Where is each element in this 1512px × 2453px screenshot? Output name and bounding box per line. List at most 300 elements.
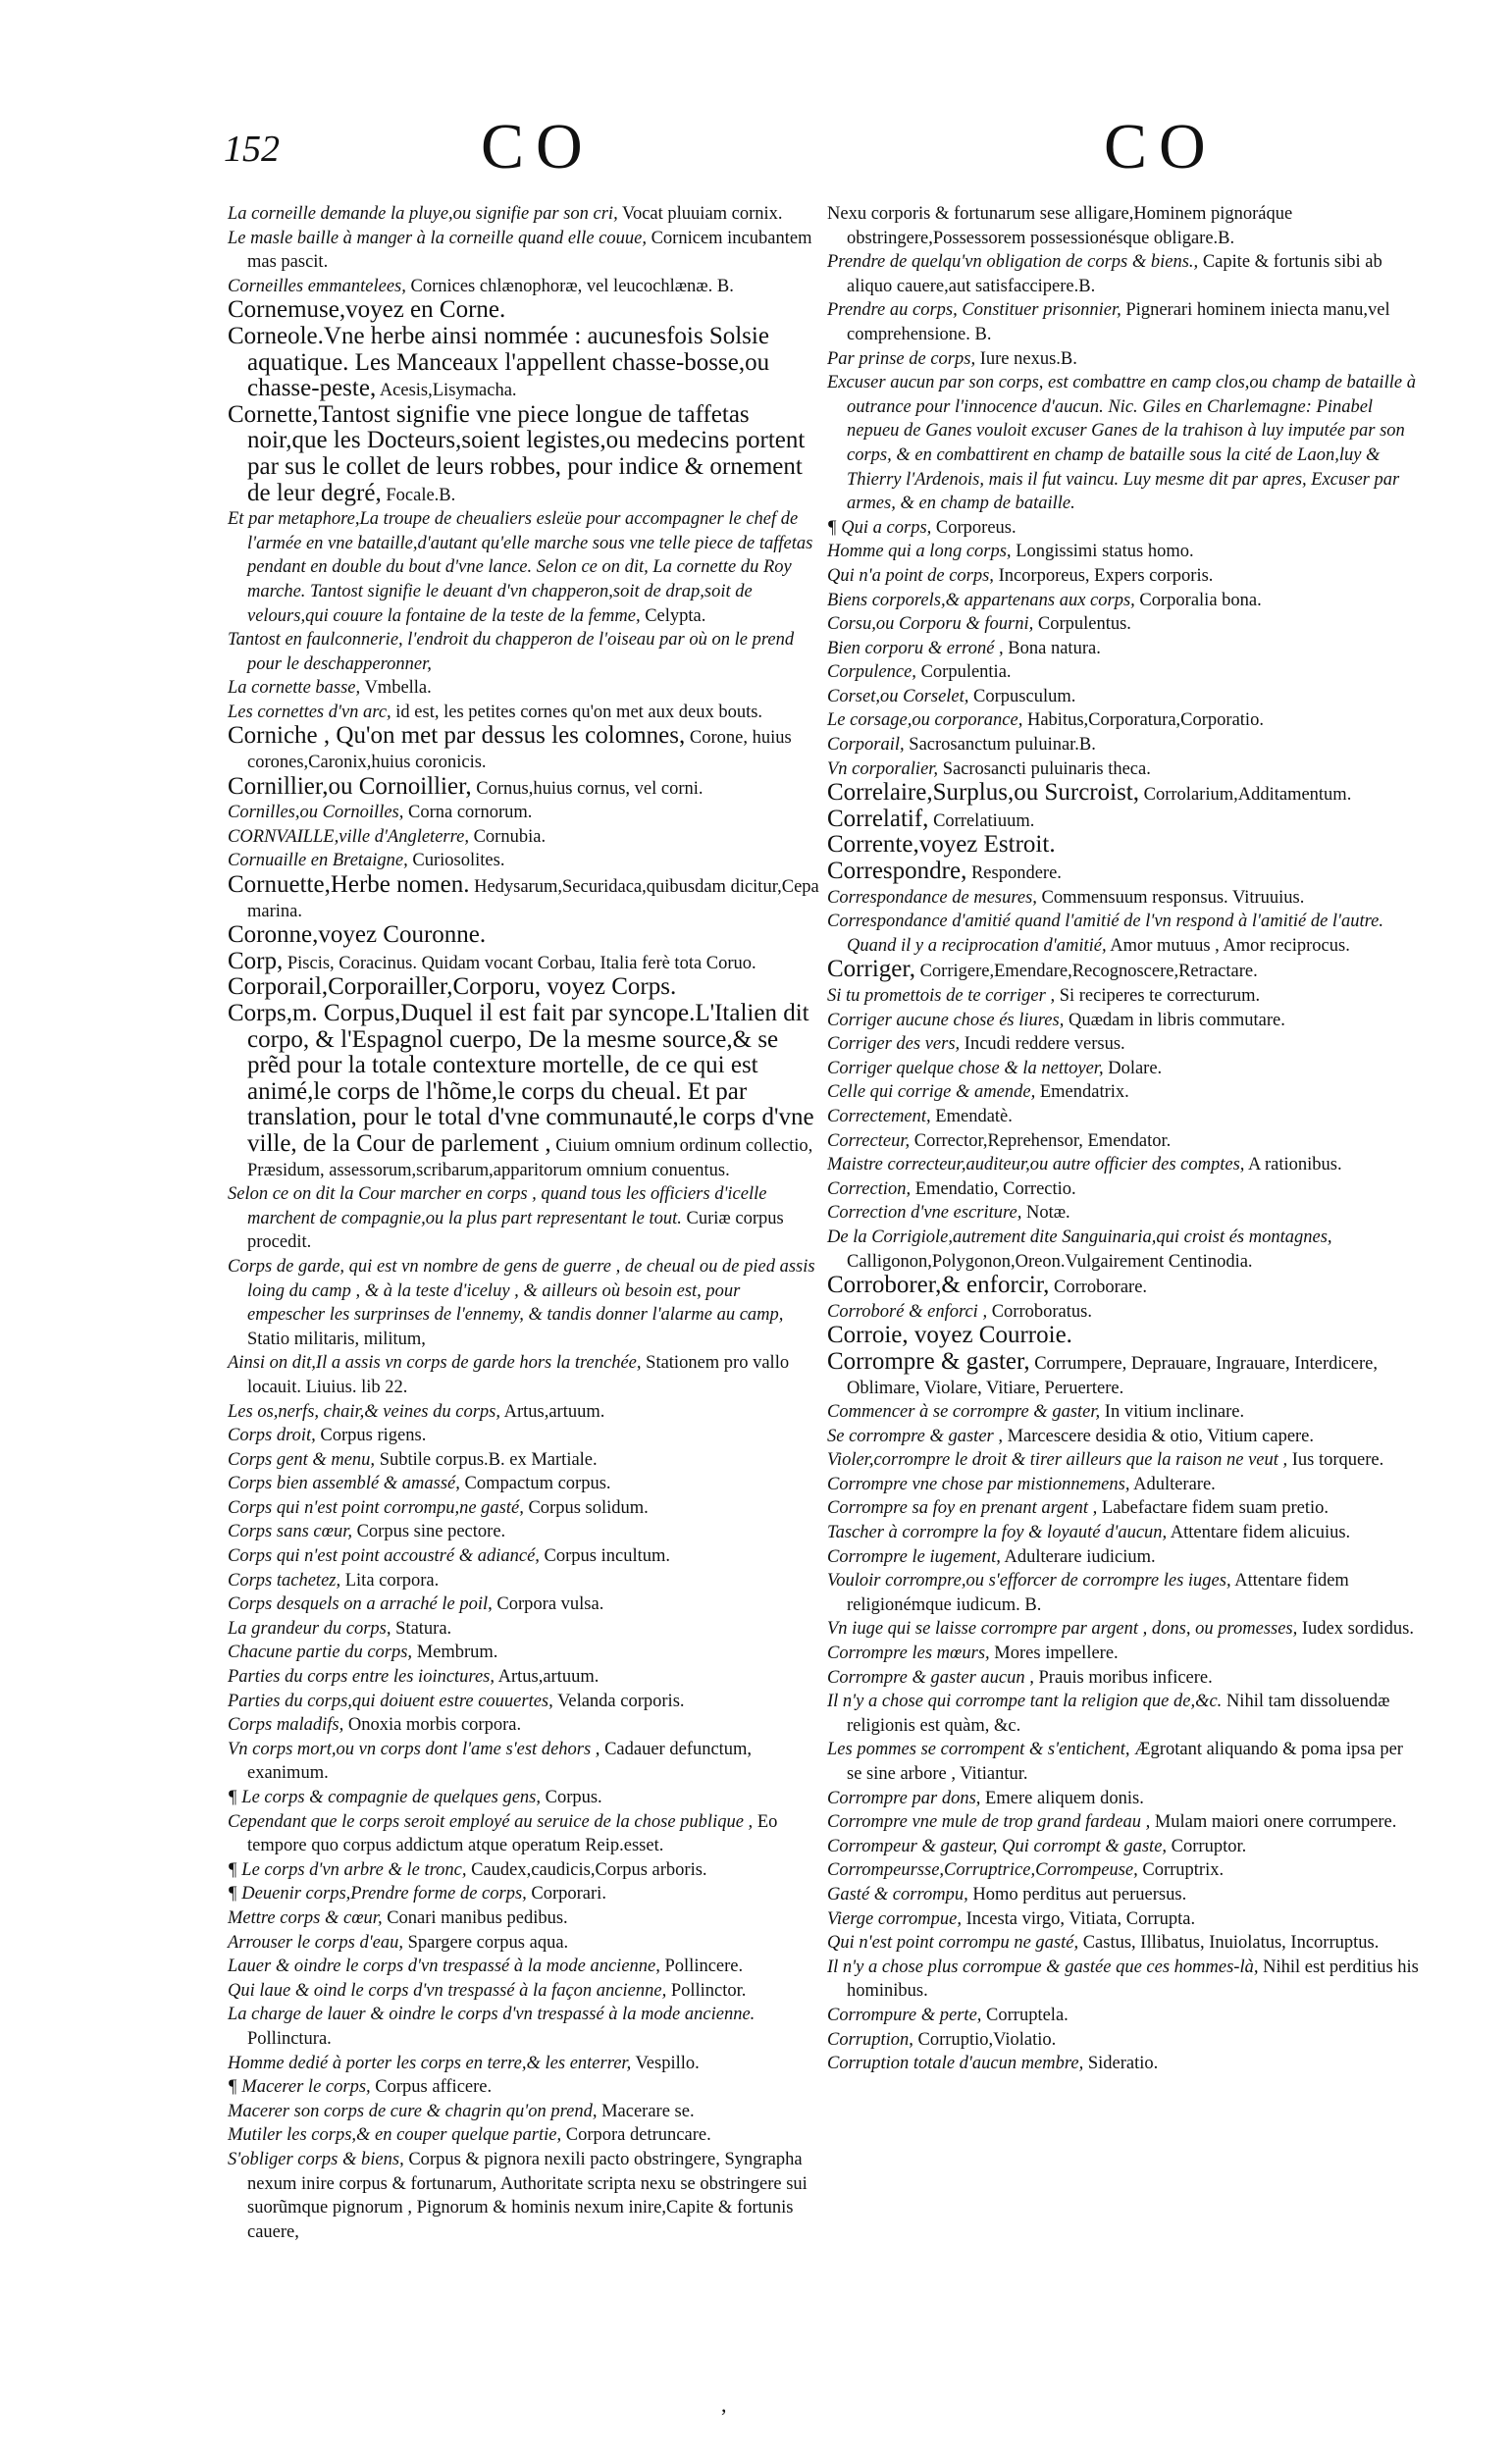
- entry-latin: Curiosolites.: [412, 851, 505, 871]
- dictionary-entry: [228, 1351, 820, 1399]
- entry-french: Cornuaille en Bretaigne,: [228, 851, 408, 871]
- entry-latin: Corone, huius corones,Caronix,huius coronicis.: [247, 728, 792, 773]
- dictionary-entry: [827, 1324, 1420, 1350]
- dictionary-entry: [827, 757, 1420, 782]
- entry-french: Corrompre & gaster aucun ,: [827, 1667, 1034, 1688]
- entry-french: Cornette,Tantost signifie vne piece longue de taffetas noir,que les Docteurs,soient legistes,ou medecins portent par sus le collet de leurs robbes, pour indice & ornement de leur degré,: [228, 400, 806, 506]
- entry-latin: Capite & fortunis sibi ab aliquo cauere,aut satisfaccipere.B.: [847, 252, 1382, 296]
- entry-latin: Castus, Illibatus, Inuiolatus, Incorruptus.: [1082, 1933, 1380, 1954]
- entry-french: Ainsi on dit,Il a assis vn corps de garde hors la trenchée,: [228, 1353, 642, 1374]
- entry-latin: Conari manibus pedibus.: [387, 1907, 568, 1928]
- dictionary-entry: [228, 1400, 820, 1425]
- entry-latin: Corporeus.: [935, 517, 1017, 538]
- entry-french: Correspondance de mesures,: [827, 887, 1037, 908]
- entry-latin: Cadauer defunctum, exanimum.: [247, 1739, 753, 1784]
- entry-latin: Incorporeus, Expers corporis.: [998, 565, 1214, 586]
- dictionary-entry: [228, 975, 820, 1002]
- dictionary-entry: [228, 1520, 820, 1544]
- entry-french: Maistre correcteur,auditeur,ou autre officier des comptes,: [827, 1155, 1245, 1175]
- entry-latin: Adulterare.: [1133, 1474, 1216, 1494]
- entry-french: Cependant que le corps seroit employé au seruice de la chose publique ,: [228, 1811, 754, 1832]
- entry-latin: Emendatio, Correctio.: [914, 1178, 1076, 1199]
- entry-french: Correspondance d'amitié quand l'amitié de l'vn respond à l'amitié de l'autre. Quand il y a reciprocation d'amitié,: [827, 912, 1383, 956]
- entry-french: Corps droit,: [228, 1426, 316, 1446]
- dictionary-entry: [228, 1931, 820, 1956]
- entry-latin: Prauis moribus inficere.: [1038, 1667, 1213, 1688]
- entry-french: Corriger,: [827, 956, 915, 983]
- entry-latin: Vespillo.: [635, 2053, 700, 2073]
- dictionary-entry: [827, 637, 1420, 661]
- entry-latin: Statura.: [395, 1618, 452, 1639]
- entry-french: ¶ Le corps d'vn arbre & le tronc,: [228, 1859, 467, 1880]
- entry-french: CORNVAILLE,ville d'Angleterre,: [228, 826, 469, 847]
- dictionary-entry: [827, 1425, 1420, 1449]
- entry-french: Vouloir corrompre,ou s'efforcer de corrompre les iuges,: [827, 1571, 1231, 1592]
- page-header: [0, 110, 1512, 188]
- left-column: [228, 202, 820, 2244]
- entry-french: ¶ Le corps & compagnie de quelques gens,: [228, 1788, 541, 1807]
- dictionary-entry: [228, 873, 820, 923]
- entry-latin: Nihil tam dissoluendæ religionis est quàm, &c.: [847, 1692, 1390, 1736]
- dictionary-entry: [228, 1738, 820, 1786]
- entry-latin: Attentare fidem alicuius.: [1170, 1523, 1351, 1543]
- dictionary-entry: [827, 250, 1420, 298]
- dictionary-entry: [827, 1177, 1420, 1202]
- entry-french: Corporail,: [827, 735, 905, 756]
- dictionary-entry: [228, 1592, 820, 1617]
- entry-latin: Homo perditus aut peruersus.: [972, 1884, 1187, 1905]
- dictionary-entry: [827, 564, 1420, 589]
- dictionary-entry: [827, 781, 1420, 808]
- entry-french: Les os,nerfs, chair,& veines du corps,: [228, 1401, 500, 1422]
- entry-latin: Onoxia morbis corpora.: [347, 1715, 522, 1736]
- entry-french: Chacune partie du corps,: [228, 1643, 413, 1663]
- dictionary-entry: [827, 1300, 1420, 1325]
- entry-latin: Sacrosancti puluinaris theca.: [942, 758, 1151, 779]
- entry-french: Parties du corps,qui doiuent estre couuertes,: [228, 1691, 553, 1711]
- entry-latin: Iudex sordidus.: [1301, 1619, 1414, 1640]
- entry-french: Correction d'vne escriture,: [827, 1203, 1022, 1224]
- entry-french: Prendre au corps, Constituer prisonnier,: [827, 300, 1121, 321]
- entry-french: ¶ Macerer le corps,: [228, 2077, 371, 2098]
- dictionary-entry: [228, 1448, 820, 1473]
- dictionary-entry: [228, 1690, 820, 1714]
- entry-latin: Corpora detruncare.: [565, 2125, 711, 2146]
- entry-latin: Focale.B.: [386, 485, 456, 505]
- entry-french: Corneilles emmantelees,: [228, 276, 406, 296]
- entry-latin: Commensuum responsus. Vitruuius.: [1041, 887, 1305, 908]
- entry-french: La cornette basse,: [228, 678, 361, 699]
- dictionary-entry: [228, 1713, 820, 1738]
- entry-french: Corrompeursse,Corruptrice,Corrompeuse,: [827, 1860, 1138, 1881]
- dictionary-entry: [827, 1956, 1420, 2004]
- entry-french: Corps qui n'est point accoustré & adiancé,: [228, 1546, 540, 1567]
- entry-french: Corset,ou Corselet,: [827, 686, 969, 706]
- entry-french: ¶ Qui a corps,: [827, 517, 932, 538]
- dictionary-entry: [228, 2100, 820, 2124]
- entry-french: Corriger aucune chose és liures,: [827, 1010, 1065, 1030]
- entry-latin: Corpulentia.: [920, 662, 1012, 683]
- entry-latin: Corrector,Reprehensor, Emendator.: [913, 1130, 1172, 1151]
- entry-french: Commencer à se corrompre & gaster,: [827, 1402, 1101, 1423]
- dictionary-entry: [827, 2028, 1420, 2053]
- dictionary-entry: [228, 701, 820, 725]
- dictionary-entry: [228, 1424, 820, 1448]
- entry-latin: Celypta.: [645, 605, 706, 626]
- dictionary-entry: [228, 400, 820, 507]
- dictionary-entry: [827, 589, 1420, 613]
- dictionary-entry: [228, 1786, 820, 1810]
- entry-french: La corneille demande la pluye,ou signifie par son cri,: [228, 204, 618, 224]
- dictionary-entry: [827, 1496, 1420, 1521]
- dictionary-entry: [827, 958, 1420, 984]
- entry-french: Corps tachetez,: [228, 1570, 341, 1591]
- dictionary-entry: [827, 984, 1420, 1009]
- entry-latin: Corrigere,Emendare,Recognoscere,Retractare.: [919, 962, 1258, 982]
- entry-french: Il n'y a chose qui corrompe tant la religion que de,&c.: [827, 1692, 1223, 1712]
- entry-latin: Cornices chlænophoræ, vel leucochlænæ. B.: [410, 276, 734, 296]
- entry-french: Corroboré & enforci ,: [827, 1301, 988, 1322]
- entry-latin: Mores impellere.: [994, 1644, 1119, 1664]
- entry-french: Correction,: [827, 1178, 912, 1199]
- entry-latin: Mulam maiori onere corrumpere.: [1154, 1812, 1397, 1833]
- entry-french: Il n'y a chose plus corrompue & gastée que ces hommes-là,: [827, 1957, 1259, 1977]
- entry-french: Corrompre & gaster,: [827, 1347, 1030, 1375]
- entry-french: Macerer son corps de cure & chagrin qu'on prend,: [228, 2101, 598, 2121]
- dictionary-entry: [827, 910, 1420, 958]
- dictionary-entry: [827, 1907, 1420, 1932]
- entry-french: La charge de lauer & oindre le corps d'vn trespassé à la mode ancienne.: [228, 2005, 756, 2025]
- entry-latin: Lita corpora.: [344, 1570, 440, 1591]
- dictionary-entry: [228, 724, 820, 774]
- entry-french: Correspondre,: [827, 858, 967, 885]
- dictionary-entry: [228, 1496, 820, 1521]
- entry-latin: Corruptio,Violatio.: [917, 2029, 1057, 2050]
- dictionary-entry: [228, 1544, 820, 1569]
- entry-latin: Corrolarium,Additamentum.: [1143, 785, 1352, 806]
- dictionary-entry: [827, 1642, 1420, 1666]
- dictionary-entry: [827, 1057, 1420, 1081]
- entry-latin: A rationibus.: [1248, 1155, 1342, 1175]
- entry-latin: Calligonon,Polygonon,Oreon.Vulgairement Centinodia.: [847, 1251, 1253, 1272]
- entry-french: Cornuette,Herbe nomen.: [228, 871, 470, 899]
- entry-french: Celle qui corrige & amende,: [827, 1082, 1036, 1103]
- entry-french: Corps de garde, qui est vn nombre de gens de guerre , de cheual ou de pied assis loing du camp , & à la teste d'iceluy , & ailleurs où besoin est, pour empescher les surprinses de l'ennemy, & tandis donner l'alarme au camp,: [228, 1256, 815, 1326]
- entry-latin: Ægrotant aliquando & poma ipsa per se sine arbore , Vitiantur.: [847, 1740, 1403, 1784]
- dictionary-entry: [228, 2148, 820, 2244]
- entry-latin: Membrum.: [416, 1643, 498, 1663]
- entry-latin: Corroboratus.: [991, 1301, 1092, 1322]
- dictionary-entry: [228, 1979, 820, 2004]
- entry-latin: Corruptela.: [986, 2005, 1069, 2025]
- entry-french: Arrouser le corps d'eau,: [228, 1932, 404, 1953]
- entry-french: Corpulence,: [827, 662, 916, 683]
- entry-french: Gasté & corrompu,: [827, 1884, 968, 1905]
- entry-latin: Cornus,huius cornus, vel corni.: [476, 778, 704, 799]
- running-head-right: CO: [1104, 111, 1218, 183]
- entry-latin: Si reciperes te correcturum.: [1059, 986, 1261, 1006]
- dictionary-entry: [827, 1129, 1420, 1154]
- dictionary-entry: [827, 2004, 1420, 2028]
- dictionary-entry: [228, 1882, 820, 1906]
- dictionary-entry: [827, 1105, 1420, 1129]
- entry-french: Corruption totale d'aucun membre,: [827, 2054, 1084, 2074]
- entry-french: Homme qui a long corps,: [827, 542, 1012, 562]
- entry-latin: Corna cornorum.: [408, 803, 533, 823]
- entry-latin: Corpus afficere.: [375, 2077, 493, 2098]
- entry-latin: Corpora vulsa.: [496, 1594, 604, 1615]
- entry-french: Vierge corrompue,: [827, 1908, 962, 1929]
- dictionary-entry: [228, 1858, 820, 1883]
- entry-latin: Ius torquere.: [1291, 1450, 1384, 1471]
- entry-french: Corp,: [228, 947, 284, 974]
- entry-french: Corrompre le iugement,: [827, 1546, 1001, 1567]
- entry-latin: Statio militaris, militum,: [247, 1329, 426, 1349]
- entry-latin: Pollinctura.: [247, 2028, 332, 2049]
- dictionary-entry: [228, 1255, 820, 1351]
- dictionary-entry: [827, 1521, 1420, 1545]
- entry-latin: Vocat pluuiam cornix.: [622, 204, 783, 224]
- dictionary-entry: [228, 1665, 820, 1690]
- dictionary-entry: [228, 1002, 820, 1182]
- dictionary-entry: [827, 540, 1420, 564]
- entry-latin: Attentare fidem religionémque iudicum. B.: [847, 1571, 1349, 1615]
- entry-french: Vn iuge qui se laisse corrompre par argent , dons, ou promesses,: [827, 1619, 1298, 1640]
- entry-latin: Eo tempore quo corpus addictum atque operatum Reip.esset.: [247, 1811, 778, 1856]
- dictionary-entry: [827, 1545, 1420, 1570]
- entry-french: Correlaire,Surplus,ou Surcroist,: [827, 779, 1140, 807]
- entry-latin: Adulterare iudicium.: [1004, 1546, 1156, 1567]
- dictionary-entry: [827, 708, 1420, 733]
- dictionary-entry: [827, 685, 1420, 709]
- entry-french: Cornillier,ou Cornoillier,: [228, 772, 472, 800]
- dictionary-entry: [228, 2052, 820, 2076]
- entry-latin: Corpus solidum.: [528, 1497, 649, 1518]
- entry-latin: Corroborare.: [1054, 1278, 1148, 1298]
- entry-french: Parties du corps entre les ioinctures,: [228, 1667, 495, 1688]
- dictionary-entry: [827, 1347, 1420, 1400]
- entry-latin: Pignerari hominem iniecta manu,vel comprehensione. B.: [847, 300, 1390, 344]
- entry-latin: Nihil est perditius his hominibus.: [847, 1957, 1419, 2002]
- entry-latin: Amor mutuus , Amor reciprocus.: [1110, 935, 1350, 956]
- entry-latin: Labefactare fidem suam pretio.: [1101, 1498, 1330, 1519]
- entry-latin: Velanda corporis.: [557, 1691, 685, 1711]
- dictionary-entry: [827, 1080, 1420, 1105]
- entry-latin: Sideratio.: [1087, 2054, 1159, 2074]
- dictionary-entry: [827, 1201, 1420, 1226]
- entry-latin: Bona natura.: [1008, 638, 1101, 658]
- dictionary-entry: [228, 1617, 820, 1642]
- entry-latin: Corporalia bona.: [1139, 590, 1262, 610]
- entry-latin: Cornicem incubantem mas pascit.: [247, 228, 812, 273]
- dictionary-entry: [827, 733, 1420, 757]
- entry-latin: Corruptor.: [1171, 1836, 1247, 1856]
- entry-french: Corporail,Corporailler,Corporu, voyez Corps.: [228, 973, 677, 1001]
- dictionary-entry: [228, 1906, 820, 1931]
- entry-latin: Compactum corpus.: [464, 1474, 611, 1494]
- dictionary-entry: [827, 833, 1420, 860]
- dictionary-entry: [827, 660, 1420, 685]
- running-head-left: CO: [481, 111, 595, 183]
- entry-latin: Habitus,Corporatura,Corporatio.: [1026, 710, 1264, 731]
- entry-french: Corruption,: [827, 2029, 913, 2050]
- entry-latin: In vitium inclinare.: [1104, 1402, 1245, 1423]
- dictionary-entry: [228, 2123, 820, 2148]
- dictionary-entry: [827, 1032, 1420, 1057]
- dictionary-entry: [827, 1009, 1420, 1033]
- entry-latin: Vmbella.: [364, 678, 432, 699]
- entry-latin: Subtile corpus.B. ex Martiale.: [379, 1449, 598, 1470]
- entry-latin: Corrumpere, Deprauare, Ingrauare, Interdicere, Oblimare, Violare, Vitiare, Peruertere.: [847, 1353, 1378, 1398]
- entry-latin: Corruptrix.: [1142, 1860, 1225, 1881]
- footer-mark: ,: [721, 2392, 727, 2417]
- entry-french: Biens corporels,& appartenans aux corps,: [827, 590, 1135, 610]
- entry-french: Excuser aucun par son corps, est combattre en camp clos,ou champ de bataille à outrance pour l'innocence d'aucun. Nic. Giles en Charlemagne: Pinabel nepueu de Ganes vouloit excuser Ganes de la trahison à luy imputée par son corps, & en combattirent en champ de bataille sous la cité de Laon,luy & Thierry l'Ardenois, mais il fut vaincu. Luy mesme dit par apres, Excuser par armes, & en champ de bataille.: [827, 373, 1416, 514]
- page-number: 152: [224, 129, 280, 170]
- dictionary-entry: [827, 1569, 1420, 1617]
- entry-french: Les pommes se corrompent & s'entichent,: [827, 1740, 1130, 1760]
- entry-french: Correctement,: [827, 1106, 931, 1126]
- entry-french: Corrompre vne mule de trop grand fardeau ,: [827, 1812, 1151, 1833]
- dictionary-entry: [228, 1955, 820, 1979]
- dictionary-entry: [228, 849, 820, 873]
- entry-french: Selon ce on dit la Cour marcher en corps , quand tous les officiers d'icelle marchent de compagnie,ou la plus part representant le tout.: [228, 1184, 767, 1228]
- dictionary-entry: [228, 2003, 820, 2051]
- dictionary-entry: [228, 923, 820, 950]
- dictionary-entry: [228, 507, 820, 628]
- dictionary-entry: [827, 516, 1420, 541]
- entry-latin: Notæ.: [1025, 1203, 1070, 1224]
- dictionary-entry: [827, 1858, 1420, 1883]
- dictionary-entry: [827, 2052, 1420, 2076]
- entry-french: ¶ Deuenir corps,Prendre forme de corps,: [228, 1884, 527, 1905]
- entry-latin: Stationem pro vallo locauit. Liuius. lib 22.: [247, 1353, 790, 1397]
- dictionary-entry: [827, 1835, 1420, 1859]
- entry-french: La grandeur du corps,: [228, 1618, 391, 1639]
- dictionary-entry: [827, 1400, 1420, 1425]
- dictionary-entry: [228, 825, 820, 850]
- entry-french: Corrompre les mœurs,: [827, 1644, 990, 1664]
- entry-latin: Spargere corpus aqua.: [407, 1932, 569, 1953]
- entry-french: Corps bien assemblé & amassé,: [228, 1474, 460, 1494]
- entry-latin: Corpus rigens.: [320, 1426, 427, 1446]
- entry-latin: Corpus & pignora nexili pacto obstringere, Syngrapha nexum inire corpus & fortunarum, Authoritate scripta nexu se obstringere sui suorũmque pignorum , Pignorum & hominis nexum inire,Capite & fortunis cauere,: [247, 2149, 808, 2242]
- entry-french: Le masle baille à manger à la corneille quand elle couue,: [228, 228, 647, 248]
- entry-french: Corneole.Vne herbe ainsi nommée : aucunesfois Solsie aquatique. Les Manceaux l'appellent chasse-bosse,ou chasse-peste,: [228, 322, 770, 402]
- dictionary-entry: [827, 886, 1420, 911]
- dictionary-entry: [827, 371, 1420, 516]
- dictionary-entry: [827, 1617, 1420, 1642]
- entry-french: Cornilles,ou Cornoilles,: [228, 803, 404, 823]
- dictionary-entry: [827, 1931, 1420, 1956]
- dictionary-entry: [827, 612, 1420, 637]
- entry-latin: Pollincere.: [664, 1957, 744, 1977]
- entry-latin: Incesta virgo, Vitiata, Corrupta.: [965, 1908, 1196, 1929]
- dictionary-entry: [228, 801, 820, 825]
- entry-french: Corrompre sa foy en prenant argent ,: [827, 1498, 1098, 1519]
- dictionary-entry: [228, 202, 820, 227]
- dictionary-entry: [827, 1690, 1420, 1738]
- dictionary-entry: [228, 322, 820, 403]
- entry-latin: Caudex,caudicis,Corpus arboris.: [471, 1859, 707, 1880]
- dictionary-entry: [827, 1448, 1420, 1473]
- entry-french: Corriger quelque chose & la nettoyer,: [827, 1058, 1104, 1078]
- entry-latin: Artus,artuum.: [503, 1401, 605, 1422]
- entry-french: Corroborer,& enforcir,: [827, 1272, 1050, 1299]
- dictionary-entry: [228, 676, 820, 701]
- entry-latin: Acesis,Lisymacha.: [379, 381, 517, 401]
- entry-french: Tascher à corrompre la foy & loyauté d'aucun,: [827, 1523, 1168, 1543]
- dictionary-entry: [228, 2075, 820, 2100]
- entry-latin: Incudi reddere versus.: [964, 1034, 1125, 1055]
- entry-french: Corps gent & menu,: [228, 1449, 376, 1470]
- entry-french: Corrompeur & gasteur, Qui corrompt & gaste,: [827, 1836, 1168, 1856]
- entry-latin: Dolare.: [1108, 1058, 1163, 1078]
- entry-french: Corriger des vers,: [827, 1034, 961, 1055]
- entry-latin: Marcescere desidia & otio, Vitium capere.: [1007, 1426, 1315, 1446]
- entry-latin: Hedysarum,Securidaca,quibusdam dicitur,Cepa marina.: [247, 877, 819, 921]
- entry-french: Corps,m. Corpus,Duquel il est fait par syncope.L'Italien dit corpo, & l'Espagnol cuerpo, De la mesme source,& se prẽd pour la totale contexture mortelle, de ce qui est animé,le corps de l'hõme,le corps du cheual. Et par translation, pour le total d'vne communauté,le corps d'vne ville, de la Cour de parlement ,: [228, 1000, 814, 1157]
- entry-latin: Corpus sine pectore.: [356, 1522, 506, 1542]
- dictionary-entry: [228, 275, 820, 299]
- entry-latin: Ciuium omnium ordinum collectio, Præsidum, assessorum,scribarum,apparitorum omnium conuentus.: [247, 1135, 813, 1180]
- dictionary-entry: [827, 1473, 1420, 1497]
- entry-french: Mutiler les corps,& en couper quelque partie,: [228, 2125, 562, 2146]
- entry-french: Corps desquels on a arraché le poil,: [228, 1594, 493, 1615]
- entry-french: Les cornettes d'vn arc,: [228, 702, 391, 722]
- entry-latin: Corporari.: [531, 1884, 606, 1905]
- entry-latin: Corpulentus.: [1037, 614, 1131, 635]
- entry-french: Cornemuse,voyez en Corne.: [228, 296, 506, 324]
- entry-french: Corrompre par dons,: [827, 1788, 981, 1808]
- entry-latin: Corpus incultum.: [544, 1546, 671, 1567]
- entry-french: Le corsage,ou corporance,: [827, 710, 1023, 731]
- dictionary-entry: [228, 772, 820, 802]
- entry-latin: Macerare se.: [601, 2101, 695, 2121]
- dictionary-entry: [827, 347, 1420, 372]
- entry-french: Lauer & oindre le corps d'vn trespassé à la mode ancienne,: [228, 1957, 660, 1977]
- entry-french: Correlatif,: [827, 805, 929, 832]
- entry-latin: Piscis, Coracinus. Quidam vocant Corbau, Italia ferè tota Coruo.: [287, 953, 756, 973]
- entry-french: Corniche , Qu'on met par dessus les colomnes,: [228, 722, 686, 750]
- entry-french: Qui n'est point corrompu ne gasté,: [827, 1933, 1079, 1954]
- dictionary-entry: [228, 1641, 820, 1665]
- dictionary-entry: [228, 1810, 820, 1858]
- entry-latin: Quædam in libris commutare.: [1068, 1010, 1285, 1030]
- entry-latin: Sacrosanctum puluinar.B.: [909, 735, 1096, 756]
- entry-latin: Corpusculum.: [973, 686, 1076, 706]
- dictionary-entry: [228, 947, 820, 976]
- entry-french: Coronne,voyez Couronne.: [228, 921, 487, 949]
- dictionary-entry: [827, 1810, 1420, 1835]
- entry-french: Homme dedié à porter les corps en terre,& les enterrer,: [228, 2053, 632, 2073]
- entry-latin: Emendatrix.: [1039, 1082, 1129, 1103]
- dictionary-entry: [228, 227, 820, 275]
- entry-french: Mettre corps & cœur,: [228, 1907, 383, 1928]
- dictionary-entry: [228, 628, 820, 676]
- entry-latin: Pollinctor.: [670, 1980, 747, 2001]
- dictionary-entry: [827, 202, 1420, 250]
- entry-latin: Respondere.: [970, 863, 1062, 884]
- entry-french: Corps sans cœur,: [228, 1522, 352, 1542]
- entry-french: Bien corporu & erroné ,: [827, 638, 1004, 658]
- entry-french: Prendre de quelqu'vn obligation de corps & biens.,: [827, 252, 1199, 273]
- dictionary-entry: [827, 1274, 1420, 1300]
- entry-french: Corrente,voyez Estroit.: [827, 831, 1056, 859]
- entry-french: Corrompre vne chose par mistionnemens,: [827, 1474, 1130, 1494]
- entry-french: Vn corps mort,ou vn corps dont l'ame s'est dehors ,: [228, 1739, 600, 1759]
- entry-latin: Correlatiuum.: [933, 810, 1035, 831]
